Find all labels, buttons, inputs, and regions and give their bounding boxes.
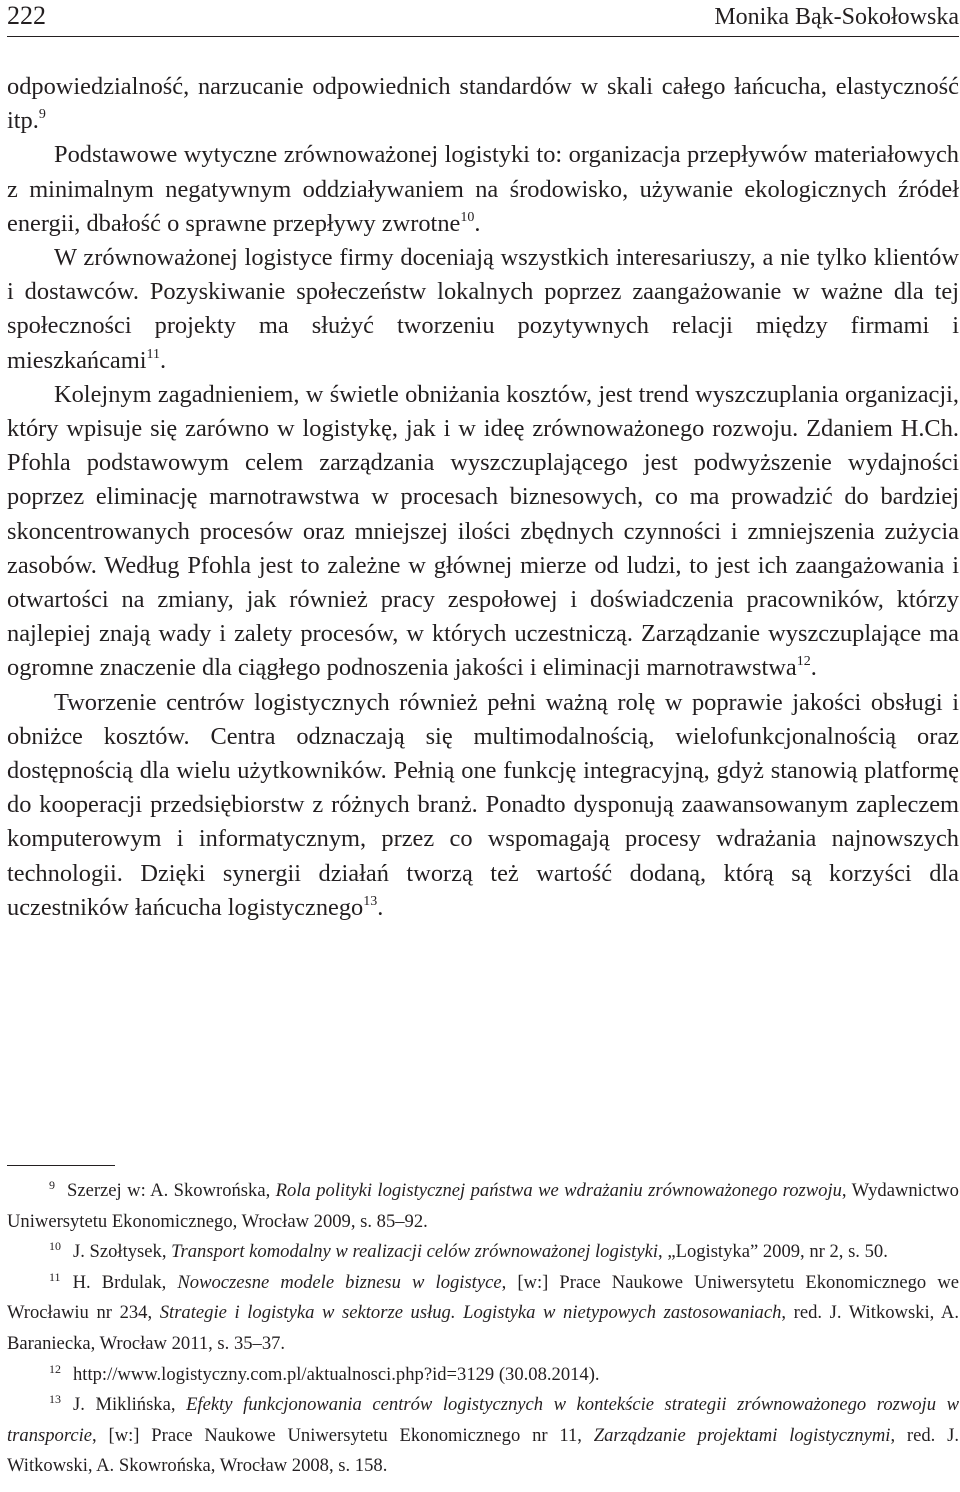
footnote-number: 11 <box>49 1269 61 1284</box>
footnote-11: $^{11}$ H. Brdulak, Nowoczesne modele biznesu w logistyce, [w:] Prace Naukowe Uniwersytetu Ekonomicznego we Wrocławiu nr 234, Strategie i logistyka w sektorze usług. Logistyka w nietypowych zastosowaniach, red. J. Witkowski, A. Baraniecka, Wrocław 2011, s. 35–37. <box>7 1269 959 1354</box>
paragraph-3: W zrównoważonej logistyce firmy doceniają wszystkich interesariuszy, a nie tylko klientów i dostawców. Pozyskiwanie społeczeństw lokalnych poprzez zaangażowanie w ważne dla tej społeczności projekty ma służyć tworzeniu pozytywnych relacji między firmami i mieszkańcami$^{11}$. <box>7 244 959 374</box>
document-page <box>7 0 959 1492</box>
footnote-link[interactable]: http://www.logistyczny.com.pl/aktualnosci.php?id=3129 (30.08.2014). <box>73 1363 600 1385</box>
paragraph-4: Kolejnym zagadnieniem, w świetle obniżania kosztów, jest trend wyszczuplania organizacji, który wpisuje się zarówno w logistykę, jak i w ideę zrównoważonego rozwoju. Zdaniem H.Ch. Pfohla podstawowym celem zarządzania wyszczuplającego jest podwyższenie wydajności poprzez eliminację marnotrawstwa w procesach biznesowych, co ma prowadzić do bardziej skoncentrowanych procesów oraz mniejszej ilości zbędnych czynności i zmniejszenia zużycia zasobów. Według Pfohla jest to zależne w głównej mierze od ludzi, to jest ich zaangażowania i otwartości na zmiany, jak również pracy zespołowej i doświadczenia pracowników, którzy najlepiej znają wady i zalety procesów, w których uczestniczą. Zarządzanie wyszczuplające ma ogromne znaczenie dla ciągłego podnoszenia jakości i eliminacji marnotrawstwa$^{12}$. <box>7 380 959 682</box>
footnote-ref-13[interactable]: 13 <box>363 893 378 909</box>
footnote-number: 12 <box>49 1361 61 1376</box>
paragraph-2: Podstawowe wytyczne zrównoważonej logistyki to: organizacja przepływów materiałowych z minimalnym negatywnym oddziaływaniem na środowisko, używanie ekologicznych źródeł energii, dbałość o sprawne przepływy zwrotne$^{10}$. <box>7 141 959 237</box>
footnote-number: 9 <box>49 1178 55 1192</box>
footnote-ref-9[interactable]: 9 <box>38 107 46 123</box>
running-head-author: Monika Bąk-Sokołowska <box>714 4 959 30</box>
footnote-9: $^9$ Szerzej w: A. Skowrońska, Rola polityki logistycznej państwa we wdrażaniu zrównoważonego rozwoju, Wydawnictwo Uniwersytetu Ekonomicznego, Wrocław 2009, s. 85–92. <box>7 1178 959 1232</box>
footnote-separator <box>7 1165 115 1166</box>
footnote-ref-10[interactable]: 10 <box>460 209 475 225</box>
footnote-ref-12[interactable]: 12 <box>796 654 811 670</box>
footnote-12 <box>7 1360 959 1391</box>
footnote-13: $^{13}$ J. Miklińska, Efekty funkcjonowania centrów logistycznych w kontekście strategii zrównoważonego rozwoju w transporcie, [w:] Prace Naukowe Uniwersytetu Ekonomicznego nr 11, Zarządzanie projektami logistycznymi, red. J. Witkowski, A. Skowrońska, Wrocław 2008, s. 158. <box>7 1392 959 1477</box>
running-header <box>7 0 959 37</box>
paragraph-1: odpowiedzialność, narzucanie odpowiednich standardów w skali całego łańcucha, elastyczność itp.$^9$ <box>7 73 959 135</box>
paragraph-5: Tworzenie centrów logistycznych również pełni ważną rolę w poprawie jakości obsługi i obniżce kosztów. Centra odznaczają się multimodalnością, wielofunkcjonalnością oraz dostępnością dla wielu użytkowników. Pełnią one funkcję integracyjną, gdyż stanowią platformę do kooperacji przedsiębiorstw z różnych branż. Ponadto dysponują zaawansowanym zapleczem komputerowym i informatycznym, przez co wspomagają procesy wdrażania najnowszych technologii. Dzięki synergii działań tworzą też wartość dodaną, którą są korzyści dla uczestników łańcucha logistycznego$^{13}$. <box>7 688 959 921</box>
page-number: 222 <box>7 1 46 30</box>
footnote-ref-11[interactable]: 11 <box>146 346 160 362</box>
footnote-10: $^{10}$ J. Szołtysek, Transport komodalny w realizacji celów zrównoważonej logistyki, „Logistyka” 2009, nr 2, s. 50. <box>49 1239 888 1263</box>
footnote-number: 13 <box>49 1392 61 1407</box>
footnote-number: 10 <box>49 1239 61 1254</box>
main-text <box>7 70 959 925</box>
footnotes <box>7 1176 959 1482</box>
